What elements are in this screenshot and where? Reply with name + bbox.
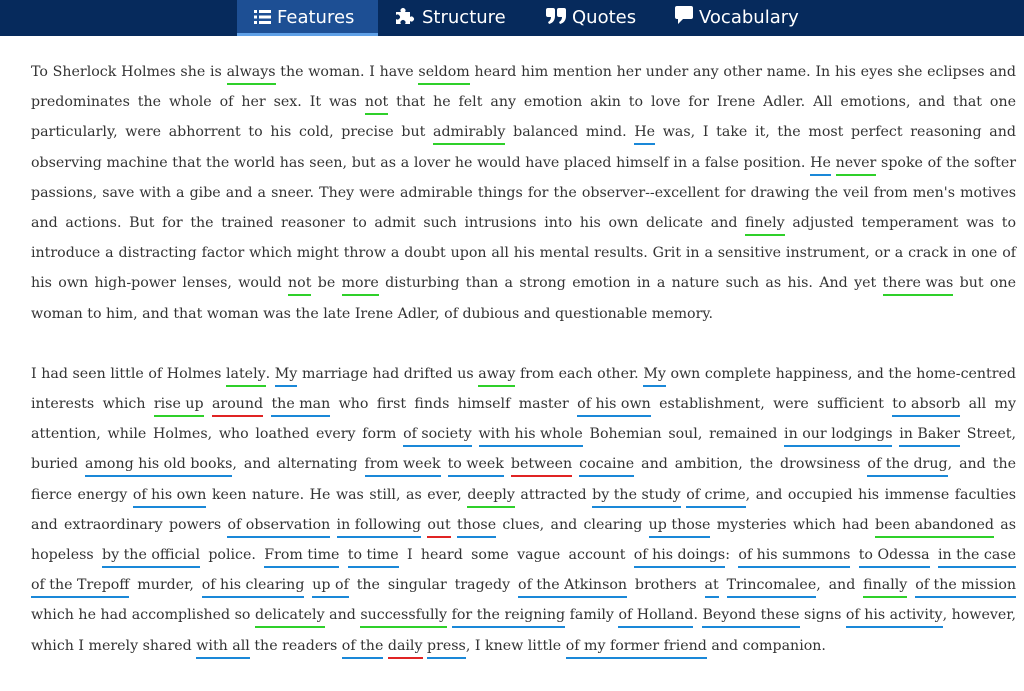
tab-vocabulary[interactable] — [675, 0, 799, 36]
highlighted-phrase-green[interactable]: deeply — [467, 484, 515, 508]
text-run: , and — [816, 577, 864, 594]
text-run: clues, and clearing — [496, 516, 649, 533]
highlighted-phrase-blue[interactable]: those — [457, 514, 496, 538]
text-run — [504, 456, 511, 472]
text-run — [892, 426, 899, 442]
text-run: family — [565, 607, 619, 624]
text-run: Street, buried — [31, 426, 1017, 473]
highlighted-phrase-blue[interactable]: in the case — [938, 544, 1016, 568]
text-run: , and occupied his immense faculties and extraordinary powers — [31, 486, 1016, 533]
text-run — [339, 547, 347, 563]
text-run: balanced mind. — [505, 124, 635, 141]
highlighted-phrase-green[interactable]: lately — [226, 363, 266, 387]
text-run: that he felt any emotion akin to love for Irene Adler. All emotions, and that one particularly, were abhorrent to his cold, precise but — [31, 94, 1017, 141]
feature-tab-bar — [0, 0, 1024, 36]
text-run — [907, 577, 915, 593]
text-run: marriage had drifted us — [297, 365, 479, 382]
text-run — [263, 396, 271, 412]
text-run: I heard some vague account — [398, 547, 634, 564]
highlighted-phrase-green[interactable]: delicately — [255, 604, 325, 628]
highlighted-phrase-blue[interactable]: He — [634, 121, 655, 145]
highlighted-phrase-green[interactable]: more — [342, 272, 379, 296]
list-icon — [254, 10, 271, 24]
highlighted-phrase-blue[interactable]: to absorb — [892, 393, 960, 417]
highlighted-phrase-blue[interactable]: of the Atkinson — [518, 574, 627, 598]
highlighted-phrase-blue[interactable]: in Baker — [899, 423, 960, 447]
highlighted-phrase-green[interactable]: successfully — [360, 604, 447, 628]
tab-features[interactable] — [237, 0, 378, 36]
text-run: Bohemian soul, remained — [582, 426, 785, 443]
text-run: : — [725, 547, 739, 564]
text-run: and companion. — [706, 637, 826, 654]
text-run: be — [311, 275, 342, 292]
speech-bubble-icon — [675, 6, 693, 24]
text-run: mysteries which had — [710, 516, 876, 533]
tab-structure-label: Structure — [422, 7, 506, 28]
highlighted-phrase-blue[interactable]: by the official — [102, 544, 200, 568]
highlighted-phrase-green[interactable]: always — [227, 61, 276, 85]
text-run: . — [693, 607, 703, 624]
highlighted-phrase-blue[interactable]: in following — [337, 514, 422, 538]
text-run — [930, 547, 938, 563]
highlighted-phrase-blue[interactable]: of the Trepoff — [31, 574, 129, 598]
highlighted-phrase-green[interactable]: not — [288, 272, 311, 296]
highlighted-phrase-blue[interactable]: with all — [196, 635, 250, 659]
highlighted-phrase-blue[interactable]: from week — [365, 453, 441, 477]
text-run: the singular tragedy — [348, 577, 519, 594]
text-run — [572, 456, 579, 472]
highlighted-phrase-blue[interactable]: the man — [271, 393, 330, 417]
text-run — [441, 456, 448, 472]
highlighted-phrase-blue[interactable]: at — [705, 574, 719, 598]
highlighted-phrase-red[interactable]: around — [212, 393, 263, 417]
text-run: all my attention, while Holmes, who loathed every form — [31, 396, 1017, 443]
highlighted-phrase-blue[interactable]: of my former friend — [566, 635, 707, 659]
highlighted-phrase-blue[interactable]: up those — [649, 514, 711, 538]
highlighted-phrase-green[interactable]: finely — [745, 212, 785, 236]
text-run — [719, 577, 727, 593]
highlighted-phrase-green[interactable]: there was — [883, 272, 954, 296]
highlighted-phrase-blue[interactable]: by the study — [592, 484, 681, 508]
highlighted-phrase-blue[interactable]: to Odessa — [859, 544, 930, 568]
highlighted-phrase-blue[interactable]: with his whole — [479, 423, 583, 447]
highlighted-phrase-green[interactable]: been abandoned — [875, 514, 994, 538]
highlighted-phrase-blue[interactable]: to week — [448, 453, 504, 477]
highlighted-phrase-blue[interactable]: From time — [264, 544, 339, 568]
text-run: brothers — [627, 577, 705, 594]
text-run — [850, 547, 858, 563]
highlighted-phrase-blue[interactable]: of crime — [686, 484, 745, 508]
tab-quotes-label: Quotes — [572, 7, 637, 28]
highlighted-phrase-blue[interactable]: Beyond these — [702, 604, 799, 628]
highlighted-phrase-blue[interactable]: of his clearing — [202, 574, 305, 598]
highlighted-phrase-blue[interactable]: among his old books — [85, 453, 232, 477]
text-run: own complete happiness, and the home-centred interests which — [31, 365, 1017, 413]
text-run: was, I take it, the most perfect reasoning and observing machine that the world has seen, but as a lover he would have placed himself in a false position. — [31, 124, 1016, 171]
highlighted-phrase-blue[interactable]: My — [275, 363, 298, 387]
highlighted-phrase-blue[interactable]: of his activity — [846, 604, 943, 628]
quote-icon — [546, 8, 566, 24]
highlighted-phrase-blue[interactable]: of the drug — [867, 453, 947, 477]
paragraph — [31, 359, 1016, 661]
text-run: who first finds himself master — [330, 396, 578, 413]
highlighted-phrase-blue[interactable]: up of — [312, 574, 349, 598]
text-run — [304, 577, 312, 593]
highlighted-phrase-blue[interactable]: of society — [403, 423, 472, 447]
text-run: which he had accomplished so — [31, 607, 255, 624]
highlighted-phrase-red[interactable]: daily — [388, 635, 423, 659]
highlighted-phrase-blue[interactable]: in our lodgings — [784, 423, 892, 447]
text-run: as hopeless — [31, 516, 1016, 564]
text-run: murder, — [129, 577, 202, 594]
highlighted-phrase-blue[interactable]: of observation — [227, 514, 330, 538]
puzzle-icon — [396, 7, 416, 24]
text-run: To Sherlock Holmes she is — [31, 64, 227, 80]
tab-structure[interactable] — [396, 0, 506, 36]
highlighted-phrase-red[interactable]: between — [511, 453, 572, 477]
text-run: , and the fierce energy — [31, 456, 1016, 503]
highlighted-phrase-blue[interactable]: of his own — [133, 484, 207, 508]
text-run: disturbing than a strong emotion in a nature such as his. And yet — [378, 275, 883, 292]
text-reader — [31, 57, 1016, 691]
text-run: the readers — [249, 637, 342, 654]
text-run: and — [324, 607, 361, 624]
highlighted-phrase-blue[interactable]: for the reigning — [452, 604, 566, 628]
highlighted-phrase-blue[interactable]: press — [427, 635, 466, 659]
highlighted-phrase-blue[interactable]: of Holland — [618, 604, 693, 628]
text-run — [204, 396, 212, 412]
highlighted-phrase-green[interactable]: seldom — [418, 61, 469, 85]
text-run: adjusted temperament was to introduce a distracting factor which might throw a doubt upon all his mental results. Grit in a sensitive instrument, or a crack in one of his own high-power lenses, would — [31, 215, 1016, 292]
highlighted-phrase-blue[interactable]: cocaine — [579, 453, 634, 477]
text-run: , I knew little — [465, 637, 566, 654]
highlighted-phrase-blue[interactable]: of the — [342, 635, 384, 659]
text-run: keen nature. He was still, as ever, — [206, 486, 468, 503]
highlighted-phrase-green[interactable]: rise up — [154, 393, 204, 417]
paragraph — [31, 57, 1016, 329]
highlighted-phrase-blue[interactable]: My — [643, 363, 666, 387]
highlighted-phrase-blue[interactable]: of his own — [577, 393, 651, 417]
text-run: heard him mention her under any other name. In his eyes she eclipses and predominates the whole of her sex. It was — [31, 64, 1017, 111]
highlighted-phrase-blue[interactable]: Trincomalee — [727, 574, 817, 598]
highlighted-phrase-blue[interactable]: to time — [348, 544, 399, 568]
text-run: police. — [200, 547, 265, 564]
highlighted-phrase-green[interactable]: admirably — [433, 121, 505, 145]
highlighted-phrase-blue[interactable]: He — [810, 152, 831, 176]
text-run: , and alternating — [232, 456, 365, 473]
highlighted-phrase-green[interactable]: away — [478, 363, 515, 387]
text-run: I had seen little of Holmes — [31, 365, 226, 382]
tab-vocabulary-label: Vocabulary — [699, 7, 799, 28]
tab-features-label: Features — [277, 7, 355, 28]
highlighted-phrase-blue[interactable]: of his doings — [634, 544, 725, 568]
highlighted-phrase-green[interactable]: not — [365, 91, 388, 115]
tab-quotes[interactable] — [546, 0, 636, 36]
highlighted-phrase-red[interactable]: out — [427, 514, 450, 538]
text-run: establishment, were sufficient — [650, 396, 893, 413]
text-run: but one woman to him, and that woman was the late Irene Adler, of dubious and questionable memory. — [31, 275, 1016, 322]
highlighted-phrase-blue[interactable]: of the mission — [915, 574, 1016, 598]
text-run: and ambition, the drowsiness — [634, 456, 868, 473]
text-run — [472, 426, 479, 442]
text-run: . — [265, 365, 275, 382]
text-run: spoke of the softer passions, save with a gibe and a sneer. They were admirable things for the observer--excellent for drawing the veil from men's motives and actions. But for the trained reasoner to admit such intrusions into his own delicate and — [31, 154, 1016, 232]
text-run: attracted — [514, 486, 593, 503]
highlighted-phrase-blue[interactable]: of his summons — [738, 544, 850, 568]
highlighted-phrase-green[interactable]: finally — [863, 574, 907, 598]
text-run: signs — [799, 607, 846, 624]
text-run: the woman. I have — [275, 64, 419, 80]
text-run: , however, which I merely shared — [31, 607, 1016, 654]
highlighted-phrase-green[interactable]: never — [836, 152, 877, 176]
text-run: from each other. — [515, 365, 644, 382]
